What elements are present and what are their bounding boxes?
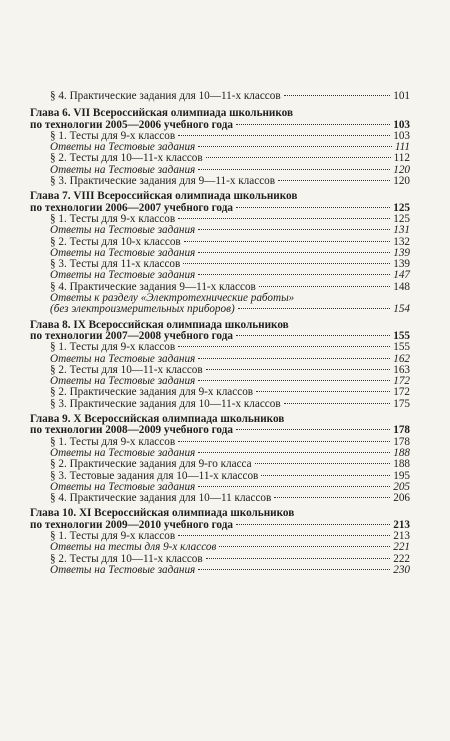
- dot-leader: [198, 274, 390, 275]
- chapter-heading: Глава 6. VII Всероссийская олимпиада школьников: [30, 107, 294, 120]
- answers-entry: [30, 248, 410, 259]
- entry-title: по технологии 2006—2007 учебного года: [30, 202, 233, 214]
- dot-leader: [183, 263, 390, 264]
- dot-leader: [255, 463, 391, 464]
- page-number: 178: [393, 424, 410, 437]
- entry-title: Ответы на Тестовые задания: [50, 247, 196, 259]
- section-entry: [30, 176, 410, 187]
- entry-title: § 1. Тесты для 9-х классов: [50, 213, 176, 225]
- section-entry: [30, 259, 410, 270]
- entry-title: § 1. Тесты для 9-х классов: [50, 530, 176, 542]
- entry-title: § 1. Тесты для 9-х классов: [50, 436, 176, 448]
- entry-title: § 3. Тестовые задания для 10—11-х классов: [50, 470, 259, 482]
- page-number: 111: [394, 141, 410, 154]
- entry-title: § 2. Тесты для 10—11-х классов: [50, 364, 203, 376]
- entry-title: Ответы на Тестовые задания: [50, 481, 196, 493]
- toc-entry: [30, 91, 410, 102]
- section-entry: [30, 531, 410, 542]
- section-entry: [30, 459, 410, 470]
- answers-entry: [30, 482, 410, 493]
- dot-leader: [284, 95, 391, 96]
- dot-leader: [236, 524, 390, 525]
- page-number: 188: [393, 446, 410, 459]
- page-number: 148: [393, 280, 410, 293]
- dot-leader: [236, 335, 390, 336]
- page-number: 172: [393, 386, 410, 399]
- section-entry: [30, 214, 410, 225]
- page-number: 147: [393, 269, 410, 282]
- chapter-heading: Глава 9. X Всероссийская олимпиада школьников: [30, 413, 285, 426]
- chapter-heading: Глава 10. XI Всероссийская олимпиада школьников: [30, 507, 295, 520]
- entry-title: Ответы на тесты для 9-х классов: [50, 542, 217, 554]
- section-entry: [30, 365, 410, 376]
- dot-leader: [198, 452, 390, 453]
- dot-leader: [198, 358, 390, 359]
- entry-title: Ответы на Тестовые задания: [50, 225, 196, 237]
- dot-leader: [236, 124, 390, 125]
- section-entry: [30, 493, 410, 504]
- answers-entry: [30, 542, 410, 553]
- entry-title: Ответы на Тестовые задания: [50, 564, 196, 576]
- answers-entry: [30, 225, 410, 236]
- dot-leader: [178, 535, 390, 536]
- answers-entry: [30, 376, 410, 387]
- section-entry: [30, 554, 410, 565]
- entry-title: § 4. Практические задания для 10—11 классов: [50, 493, 272, 505]
- answers-entry: [30, 304, 410, 315]
- page-number: 103: [393, 118, 410, 131]
- answers-entry: [30, 565, 410, 576]
- dot-leader: [184, 241, 391, 242]
- page-number: 120: [393, 163, 410, 176]
- page-number: 206: [393, 492, 410, 505]
- chapter-heading-line: [30, 331, 410, 342]
- chapter-heading-line: [30, 120, 410, 131]
- page-number: 120: [393, 175, 410, 188]
- chapter-heading: Глава 7. VIII Всероссийская олимпиада школьников: [30, 190, 298, 203]
- entry-title: Ответы на Тестовые задания: [50, 447, 196, 459]
- dot-leader: [238, 308, 391, 309]
- page-number: 131: [393, 224, 410, 237]
- entry-title: § 2. Тесты для 10-х классов: [50, 236, 181, 248]
- entry-title: Ответы на Тестовые задания: [50, 164, 196, 176]
- entry-title: Ответы на Тестовые задания: [50, 376, 196, 388]
- dot-leader: [278, 180, 390, 181]
- answers-entry: [30, 270, 410, 281]
- dot-leader: [256, 391, 390, 392]
- dot-leader: [236, 429, 390, 430]
- page-number: 163: [393, 363, 410, 376]
- entry-title: по технологии 2008—2009 учебного года: [30, 425, 233, 437]
- table-of-contents: [30, 91, 410, 576]
- answers-entry: [30, 165, 410, 176]
- entry-title: Ответы на Тестовые задания: [50, 353, 196, 365]
- section-entry: [30, 387, 410, 398]
- dot-leader: [274, 497, 390, 498]
- entry-title: § 4. Практические задания 9—11-х классов: [50, 281, 256, 293]
- page-number: 154: [393, 303, 410, 316]
- entry-title: Ответы на Тестовые задания: [50, 142, 196, 154]
- entry-title: § 2. Тесты для 10—11-х классов: [50, 153, 203, 165]
- dot-leader: [219, 546, 390, 547]
- entry-title: § 3. Практические задания для 9—11-х классов: [50, 176, 276, 188]
- section-entry: [30, 342, 410, 353]
- page-number: 125: [393, 212, 410, 225]
- page-number: 213: [393, 529, 410, 542]
- page-number: 139: [393, 246, 410, 259]
- section-entry: [30, 153, 410, 164]
- dot-leader: [198, 229, 390, 230]
- dot-leader: [198, 252, 390, 253]
- entry-title: Ответы на Тестовые задания: [50, 270, 196, 282]
- page-number: 139: [393, 258, 410, 271]
- page-number: 162: [393, 352, 410, 365]
- entry-title: § 1. Тесты для 9-х классов: [50, 342, 176, 354]
- dot-leader: [178, 346, 390, 347]
- dot-leader: [198, 169, 390, 170]
- page-number: 205: [393, 480, 410, 493]
- page-number: 222: [393, 552, 410, 565]
- dot-leader: [261, 475, 390, 476]
- page-number: 132: [393, 235, 410, 248]
- page-number: 178: [393, 435, 410, 448]
- entry-title: по технологии 2007—2008 учебного года: [30, 330, 233, 342]
- dot-leader: [259, 286, 390, 287]
- page-number: 101: [393, 90, 410, 102]
- page-number: 155: [393, 329, 410, 342]
- section-entry: [30, 131, 410, 142]
- page-number: 230: [393, 563, 410, 576]
- dot-leader: [284, 403, 391, 404]
- chapter-heading-line: [30, 425, 410, 436]
- dot-leader: [206, 157, 391, 158]
- page-number: 213: [393, 518, 410, 531]
- entry-title: § 3. Практические задания для 10—11-х классов: [50, 398, 281, 410]
- entry-title: § 2. Практические задания для 9-го класса: [50, 459, 252, 471]
- page-number: 112: [393, 152, 410, 165]
- dot-leader: [178, 135, 390, 136]
- entry-title: по технологии 2009—2010 учебного года: [30, 519, 233, 531]
- section-entry: [30, 399, 410, 410]
- page-number: 155: [393, 341, 410, 354]
- page-number: 175: [393, 397, 410, 410]
- dot-leader: [198, 380, 390, 381]
- answers-entry: [30, 142, 410, 153]
- dot-leader: [206, 558, 391, 559]
- dot-leader: [198, 146, 392, 147]
- page-number: 221: [393, 541, 410, 554]
- page-number: 103: [393, 129, 410, 142]
- entry-title: § 3. Тесты для 11-х классов: [50, 259, 181, 271]
- page-number: 172: [393, 375, 410, 388]
- entry-title: § 2. Тесты для 10—11-х классов: [50, 553, 203, 565]
- page-number: 125: [393, 201, 410, 214]
- chapter-heading-line: [30, 520, 410, 531]
- chapter-heading-line: [30, 203, 410, 214]
- chapter-heading: Глава 8. IX Всероссийская олимпиада школьников: [30, 318, 289, 331]
- dot-leader: [198, 569, 390, 570]
- entry-title: § 2. Практические задания для 9-х классов: [50, 387, 254, 399]
- dot-leader: [178, 218, 390, 219]
- section-entry: [30, 437, 410, 448]
- dot-leader: [178, 441, 390, 442]
- section-entry: [30, 237, 410, 248]
- dot-leader: [206, 369, 391, 370]
- dot-leader: [236, 207, 390, 208]
- answers-entry: [30, 354, 410, 365]
- entry-title: § 1. Тесты для 9-х классов: [50, 130, 176, 142]
- answers-entry-line: Ответы к разделу «Электротехнические работы»: [50, 292, 295, 305]
- entry-title: § 4. Практические задания для 10—11-х классов: [50, 91, 281, 102]
- page-number: 188: [393, 458, 410, 471]
- page-number: 195: [393, 469, 410, 482]
- entry-title: (без электроизмерительных приборов): [50, 304, 235, 316]
- section-entry: [30, 471, 410, 482]
- answers-entry: [30, 448, 410, 459]
- entry-title: по технологии 2005—2006 учебного года: [30, 119, 233, 131]
- dot-leader: [198, 486, 390, 487]
